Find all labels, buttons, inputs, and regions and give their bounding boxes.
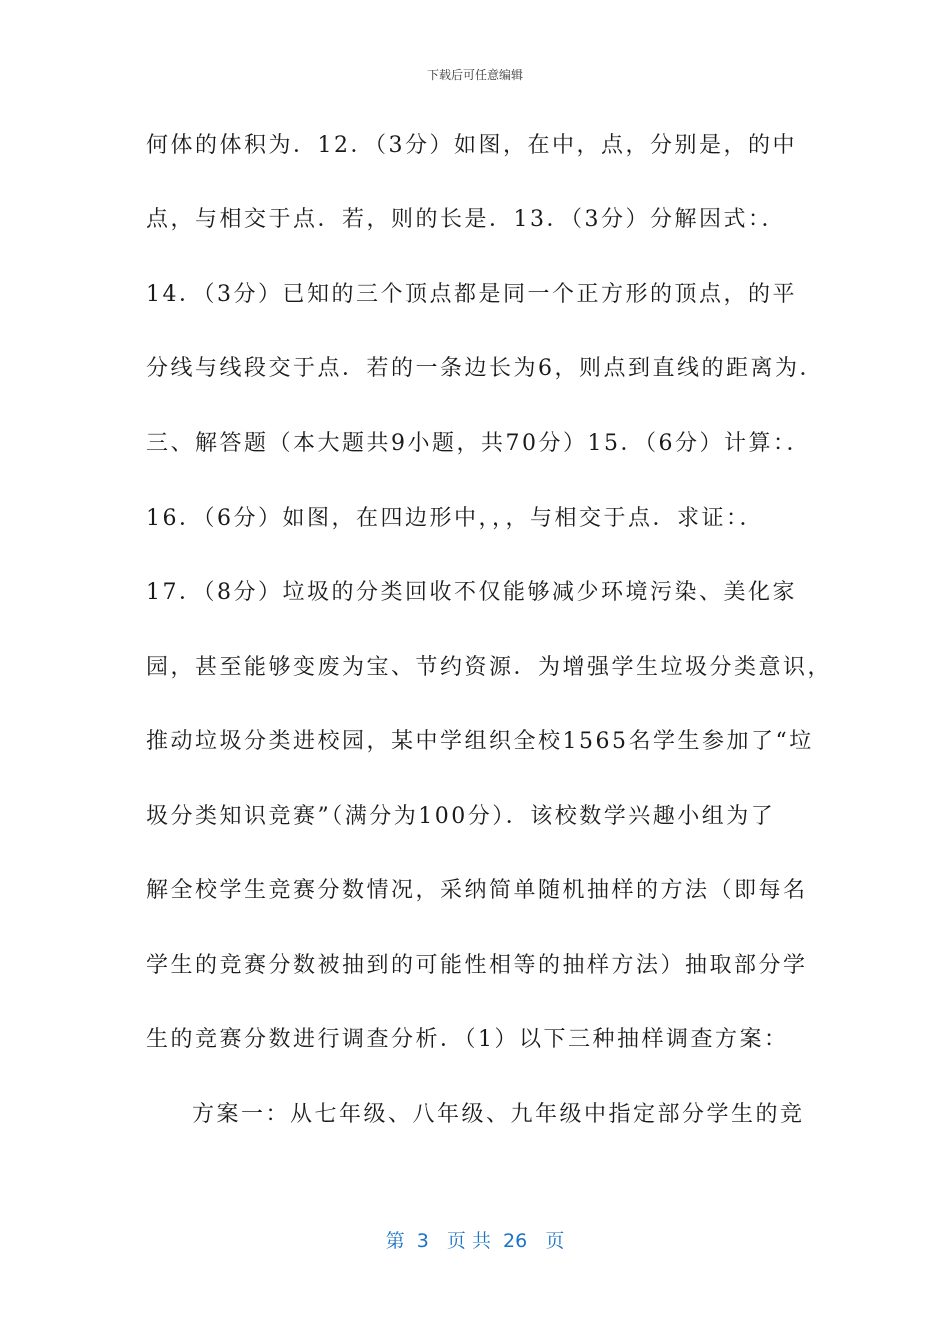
body-line-1: 何体的体积为．12．（3分）如图，在中，点，分别是，的中 (146, 133, 797, 158)
body-line-12: 学生的竞赛分数被抽到的可能性相等的抽样方法）抽取部分学 (146, 953, 808, 978)
body-line-5: 三、解答题（本大题共9小题，共70分）15．（6分）计算：． (146, 431, 811, 456)
page-footer: 第 3 页 共 26 页 (385, 1230, 565, 1252)
page-header: 下载后可任意编辑 (426, 68, 523, 82)
body-line-6: 16．（6分）如图，在四边形中，，，与相交于点．求证：． (146, 506, 764, 531)
body-line-8: 园，甚至能够变废为宝、节约资源．为增强学生垃圾分类意识， (146, 655, 833, 680)
body-line-7: 17．（8分）垃圾的分类回收不仅能够减少环境污染、美化家 (146, 580, 797, 605)
body-line-4: 分线与线段交于点．若的一条边长为6，则点到直线的距离为． (146, 356, 824, 381)
body-line-13: 生的竞赛分数进行调查分析．（1）以下三种抽样调查方案： (146, 1027, 789, 1052)
body-line-11: 解全校学生竞赛分数情况，采纳简单随机抽样的方法（即每名 (146, 878, 808, 903)
body-line-2: 点，与相交于点．若，则的长是．13．（3分）分解因式：． (146, 207, 786, 232)
body-line-9: 推动垃圾分类进校园，某中学组织全校1565名学生参加了“垃 (146, 729, 814, 754)
body-line-14: 方案一：从七年级、八年级、九年级中指定部分学生的竞 (192, 1102, 805, 1127)
body-line-3: 14．（3分）已知的三个顶点都是同一个正方形的顶点，的平 (146, 282, 797, 307)
body-line-10: 圾分类知识竞赛”（满分为100分）．该校数学兴趣小组为了 (146, 804, 776, 829)
